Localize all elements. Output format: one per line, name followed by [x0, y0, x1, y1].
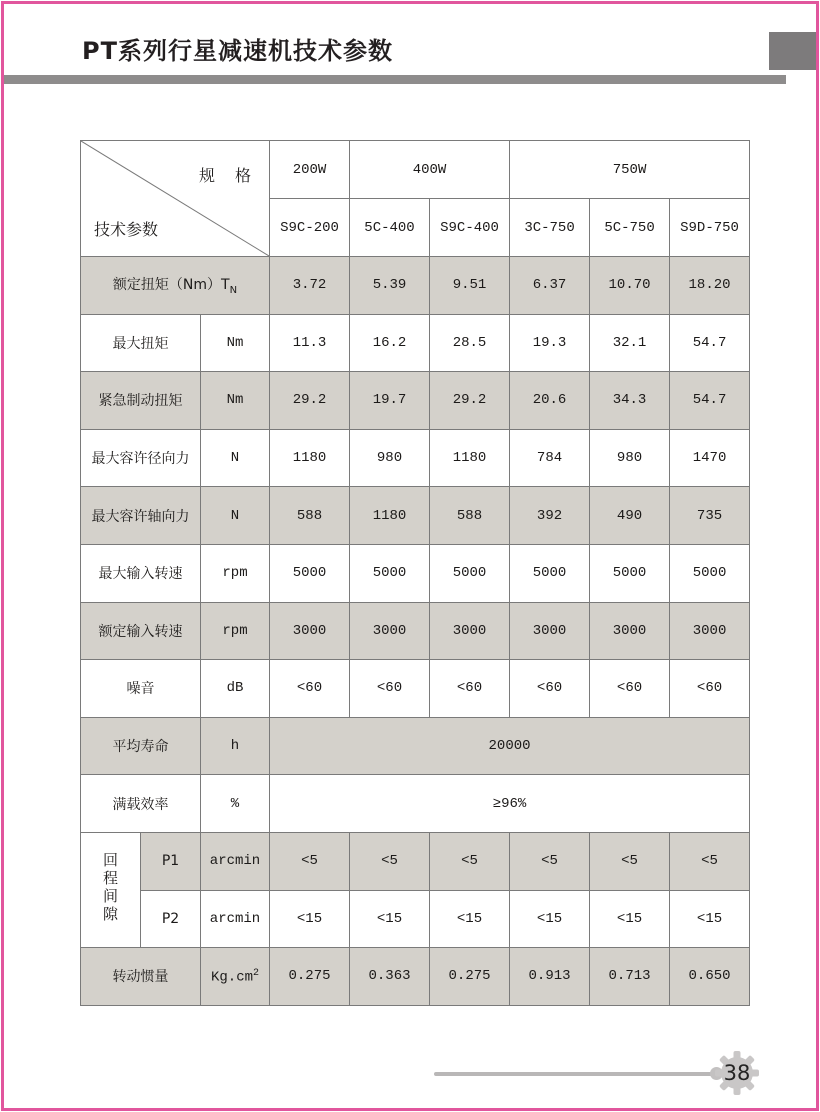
unit-cell: % [201, 775, 270, 833]
value-cell: 0.275 [430, 948, 510, 1006]
row-label: 最大容许轴向力 [81, 487, 201, 545]
unit-text: Kg.cm [210, 969, 253, 986]
row-label: 转动惯量 [81, 948, 201, 1006]
row-label: 噪音 [81, 660, 201, 718]
table-row [81, 660, 750, 718]
backlash-group-label: 回程间隙 [101, 851, 119, 924]
value-cell: 29.2 [430, 372, 510, 430]
unit-cell: N [201, 429, 270, 487]
value-cell: 19.3 [510, 314, 590, 372]
value-cell: 490 [590, 487, 670, 545]
value-cell: 5.39 [350, 257, 430, 315]
table-row [81, 544, 750, 602]
value-cell: 0.363 [350, 948, 430, 1006]
value-cell: 34.3 [590, 372, 670, 430]
model-header: S9C-200 [270, 199, 350, 257]
value-cell: 588 [270, 487, 350, 545]
value-cell: 5000 [590, 544, 670, 602]
header-row-power [81, 141, 750, 199]
value-cell: 5000 [510, 544, 590, 602]
value-cell: 20.6 [510, 372, 590, 430]
unit-cell [201, 948, 270, 1006]
table-row [81, 372, 750, 430]
value-cell: 28.5 [430, 314, 510, 372]
value-cell: 1180 [270, 429, 350, 487]
footer-rule [434, 1072, 714, 1076]
value-cell: 3000 [590, 602, 670, 660]
model-header: S9D-750 [670, 199, 750, 257]
value-cell: <5 [350, 832, 430, 890]
value-cell: <60 [670, 660, 750, 718]
backlash-group-cell [81, 832, 141, 947]
unit-cell: dB [201, 660, 270, 718]
value-cell: <5 [590, 832, 670, 890]
row-label: 最大输入转速 [81, 544, 201, 602]
row-label-subscript: N [229, 285, 238, 297]
row-label: 额定输入转速 [81, 602, 201, 660]
value-cell: 5000 [270, 544, 350, 602]
corner-label-params: 技术参数 [94, 220, 159, 239]
value-cell: 1180 [430, 429, 510, 487]
value-cell: 5000 [430, 544, 510, 602]
value-cell: 5000 [350, 544, 430, 602]
value-cell: 392 [510, 487, 590, 545]
table-row [81, 890, 750, 948]
value-cell: <15 [510, 890, 590, 948]
merged-value-cell: 20000 [270, 717, 750, 775]
power-group-400w: 400W [350, 141, 510, 199]
table-row [81, 775, 750, 833]
value-cell: 3000 [270, 602, 350, 660]
value-cell: 54.7 [670, 372, 750, 430]
value-cell: 588 [430, 487, 510, 545]
value-cell: 735 [670, 487, 750, 545]
row-label: 最大扭矩 [81, 314, 201, 372]
value-cell: 0.713 [590, 948, 670, 1006]
value-cell: 784 [510, 429, 590, 487]
model-header: 3C-750 [510, 199, 590, 257]
corner-label-spec: 规 格 [199, 166, 254, 185]
value-cell: 0.275 [270, 948, 350, 1006]
value-cell: 32.1 [590, 314, 670, 372]
value-cell: 3000 [430, 602, 510, 660]
corner-header-cell [81, 141, 270, 257]
value-cell: <60 [590, 660, 670, 718]
table-row [81, 602, 750, 660]
table-row [81, 257, 750, 315]
row-label: 最大容许径向力 [81, 429, 201, 487]
power-group-200w: 200W [270, 141, 350, 199]
value-cell: <15 [350, 890, 430, 948]
page-number: 38 [723, 1061, 751, 1085]
value-cell: 5000 [670, 544, 750, 602]
value-cell: 1470 [670, 429, 750, 487]
unit-cell: Nm [201, 314, 270, 372]
value-cell: 3000 [670, 602, 750, 660]
value-cell: <15 [670, 890, 750, 948]
merged-value-cell: ≥96% [270, 775, 750, 833]
spec-table-container [80, 140, 750, 1006]
value-cell: <60 [430, 660, 510, 718]
value-cell: 10.70 [590, 257, 670, 315]
row-label: 满载效率 [81, 775, 201, 833]
value-cell: 29.2 [270, 372, 350, 430]
value-cell: <5 [430, 832, 510, 890]
value-cell: <60 [350, 660, 430, 718]
model-header: 5C-750 [590, 199, 670, 257]
value-cell: 980 [590, 429, 670, 487]
table-row [81, 429, 750, 487]
value-cell: <15 [590, 890, 670, 948]
value-cell: 19.7 [350, 372, 430, 430]
value-cell: 0.650 [670, 948, 750, 1006]
row-label: 紧急制动扭矩 [81, 372, 201, 430]
unit-cell: h [201, 717, 270, 775]
unit-cell: Nm [201, 372, 270, 430]
row-label: P2 [141, 890, 201, 948]
table-row [81, 314, 750, 372]
value-cell: <5 [510, 832, 590, 890]
value-cell: <60 [510, 660, 590, 718]
page-number-gear-badge [712, 1048, 762, 1098]
value-cell: 980 [350, 429, 430, 487]
title-divider-bar [4, 75, 786, 84]
value-cell: 6.37 [510, 257, 590, 315]
unit-superscript: 2 [253, 967, 260, 979]
row-label [81, 257, 270, 315]
value-cell: 1180 [350, 487, 430, 545]
value-cell: 3.72 [270, 257, 350, 315]
value-cell: <60 [270, 660, 350, 718]
value-cell: 11.3 [270, 314, 350, 372]
header-corner-block [769, 32, 816, 70]
table-row [81, 948, 750, 1006]
table-row [81, 717, 750, 775]
value-cell: 3000 [510, 602, 590, 660]
value-cell: 0.913 [510, 948, 590, 1006]
value-cell: <15 [270, 890, 350, 948]
table-row [81, 832, 750, 890]
unit-cell: arcmin [201, 890, 270, 948]
value-cell: 9.51 [430, 257, 510, 315]
value-cell: 3000 [350, 602, 430, 660]
unit-cell: rpm [201, 602, 270, 660]
value-cell: <5 [270, 832, 350, 890]
page-title: PT系列行星减速机技术参数 [82, 37, 393, 65]
unit-cell: arcmin [201, 832, 270, 890]
value-cell: 18.20 [670, 257, 750, 315]
value-cell: 54.7 [670, 314, 750, 372]
value-cell: 16.2 [350, 314, 430, 372]
unit-cell: rpm [201, 544, 270, 602]
catalog-page [1, 1, 819, 1111]
model-header: 5C-400 [350, 199, 430, 257]
model-header: S9C-400 [430, 199, 510, 257]
row-label: 平均寿命 [81, 717, 201, 775]
row-label-text: 额定扭矩（Nm）T [112, 277, 230, 294]
spec-table [80, 140, 750, 1006]
value-cell: <15 [430, 890, 510, 948]
value-cell: <5 [670, 832, 750, 890]
unit-cell: N [201, 487, 270, 545]
row-label: P1 [141, 832, 201, 890]
power-group-750w: 750W [510, 141, 750, 199]
table-row [81, 487, 750, 545]
